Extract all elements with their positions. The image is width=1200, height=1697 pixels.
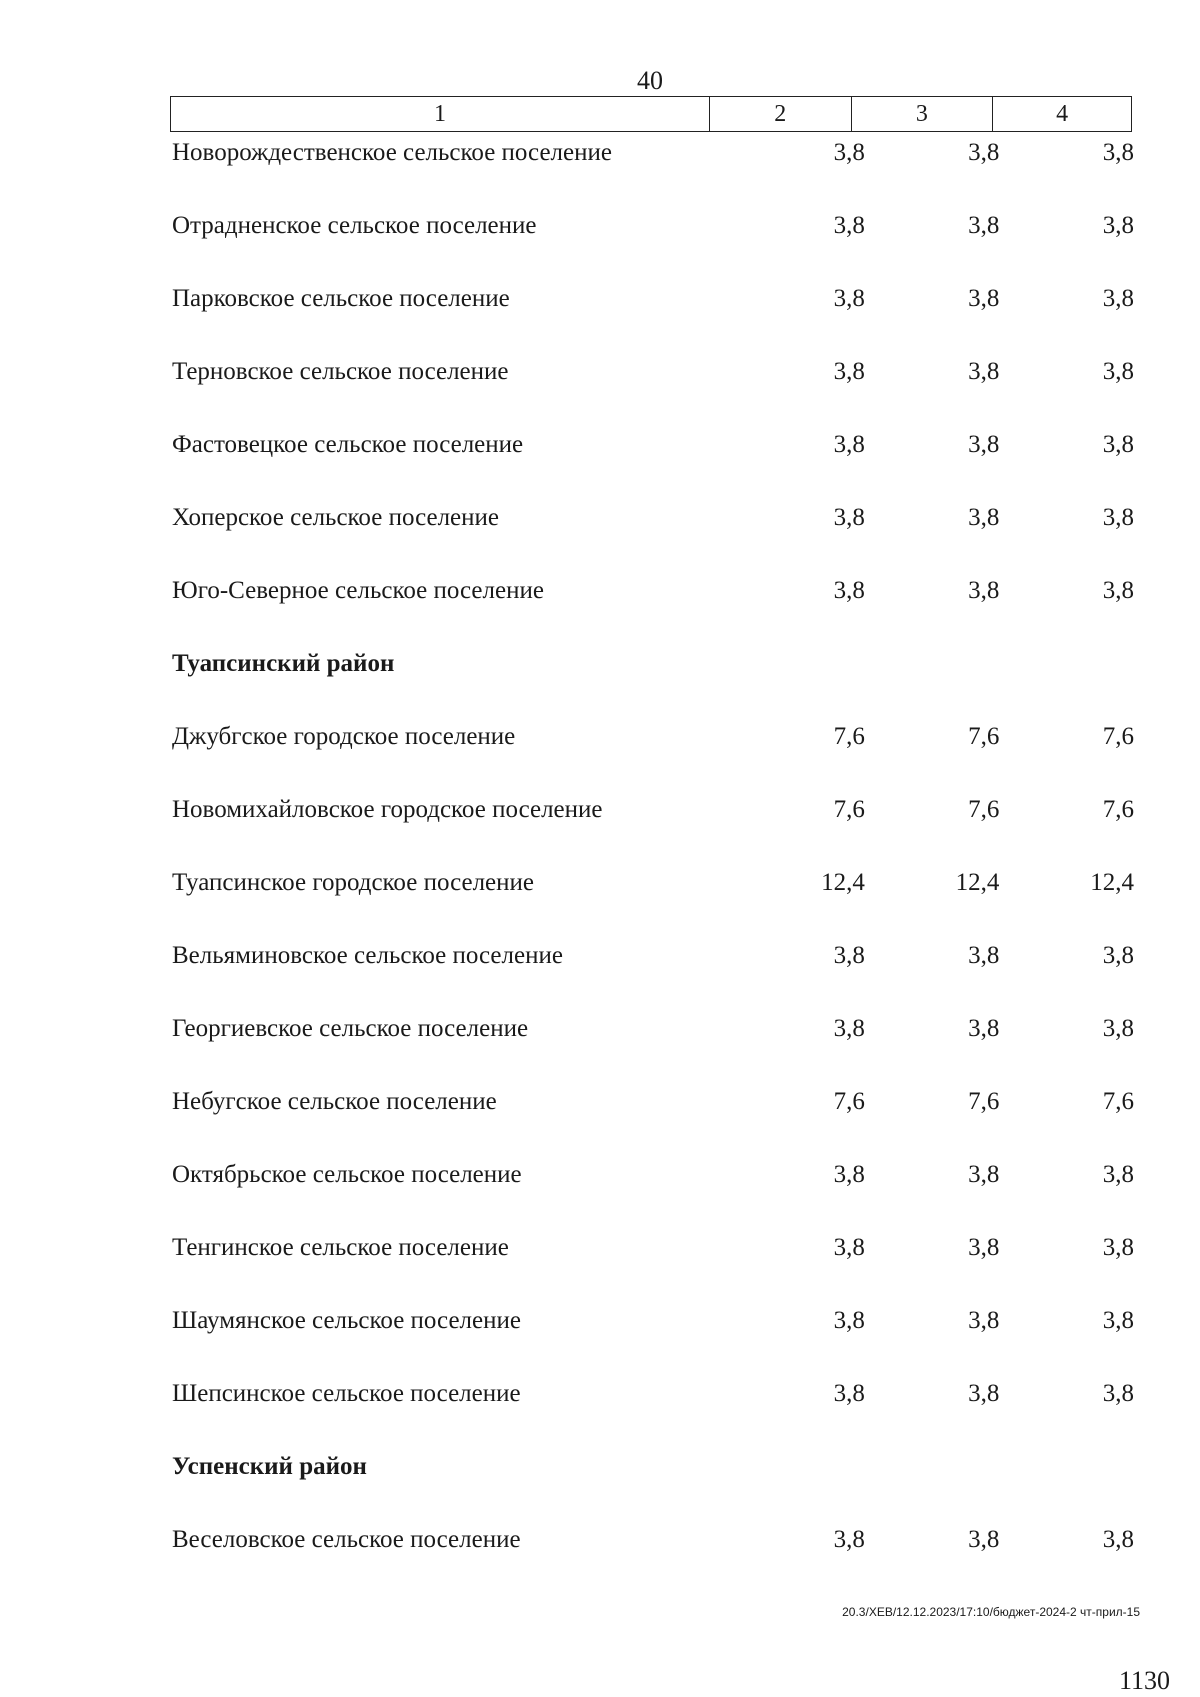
value-col-2: 3,8 [833, 577, 865, 604]
value-col-2: 3,8 [833, 1161, 865, 1188]
settlement-name: Октябрьское сельское поселение [172, 1161, 522, 1188]
table-row [172, 1377, 1134, 1450]
header-col-4: 4 [1056, 101, 1069, 127]
table-row [172, 574, 1134, 647]
value-col-4: 3,8 [1102, 1015, 1134, 1042]
header-col-3: 3 [852, 97, 994, 131]
value-col-2: 12,4 [821, 869, 865, 896]
value-col-2: 3,8 [833, 431, 865, 458]
district-heading: Успенский район [172, 1453, 367, 1480]
table-body [172, 136, 1134, 1596]
table-row [172, 136, 1134, 209]
settlement-name: Георгиевское сельское поселение [172, 1015, 529, 1042]
value-col-3: 12,4 [955, 869, 1000, 896]
value-col-3: 3,8 [968, 1307, 1000, 1334]
value-col-3: 7,6 [968, 1088, 1000, 1115]
value-col-3: 3,8 [968, 504, 1000, 531]
table-row [172, 793, 1134, 866]
table-row [172, 209, 1134, 282]
table-row [172, 1012, 1134, 1085]
value-col-3: 3,8 [968, 942, 1000, 969]
sheet-number: 1130 [1118, 1666, 1170, 1695]
settlement-name: Новорождественское сельское поселение [172, 139, 612, 166]
table-row [172, 1231, 1134, 1304]
value-col-3: 3,8 [968, 1161, 1000, 1188]
value-col-2: 7,6 [833, 796, 865, 823]
settlement-name: Туапсинское городское поселение [172, 869, 534, 896]
value-col-4: 7,6 [1102, 723, 1134, 750]
value-col-4: 12,4 [1090, 869, 1134, 896]
value-col-4: 3,8 [1102, 1234, 1134, 1261]
value-col-2: 3,8 [833, 1526, 865, 1553]
value-col-3: 3,8 [968, 1526, 1000, 1553]
value-col-4: 7,6 [1102, 796, 1134, 823]
settlement-name: Шаумянское сельское поселение [172, 1307, 521, 1334]
value-col-3: 3,8 [968, 358, 1000, 385]
value-col-3: 7,6 [968, 723, 1000, 750]
value-col-2: 3,8 [833, 1015, 865, 1042]
page-number: 40 [637, 66, 663, 95]
settlement-name: Хоперское сельское поселение [172, 504, 500, 531]
table-row [172, 1158, 1134, 1231]
table-row [172, 501, 1134, 574]
document-code: 20.3/ХЕВ/12.12.2023/17:10/бюджет-2024-2 чт-прил-15 [842, 1605, 1140, 1619]
table-header [170, 96, 1132, 132]
settlement-name: Юго-Северное сельское поселение [172, 577, 544, 604]
value-col-2: 3,8 [833, 358, 865, 385]
value-col-3: 3,8 [968, 212, 1000, 239]
value-col-3: 3,8 [968, 577, 1000, 604]
value-col-4: 3,8 [1102, 504, 1134, 531]
value-col-4: 3,8 [1102, 212, 1134, 239]
header-col-2: 2 [710, 97, 852, 131]
value-col-4: 3,8 [1102, 577, 1134, 604]
value-col-2: 3,8 [833, 212, 865, 239]
value-col-2: 3,8 [833, 504, 865, 531]
settlement-name: Веселовское сельское поселение [172, 1526, 521, 1553]
value-col-2: 3,8 [833, 139, 865, 166]
value-col-4: 3,8 [1102, 1307, 1134, 1334]
settlement-name: Небугское сельское поселение [172, 1088, 497, 1115]
value-col-3: 3,8 [968, 139, 1000, 166]
value-col-3: 3,8 [968, 285, 1000, 312]
value-col-2: 7,6 [833, 723, 865, 750]
table-row [172, 428, 1134, 501]
settlement-name: Шепсинское сельское поселение [172, 1380, 521, 1407]
value-col-4: 3,8 [1102, 358, 1134, 385]
table-row [172, 1304, 1134, 1377]
value-col-4: 3,8 [1102, 285, 1134, 312]
value-col-4: 3,8 [1102, 1380, 1134, 1407]
value-col-3: 3,8 [968, 1015, 1000, 1042]
value-col-4: 3,8 [1102, 942, 1134, 969]
table-row [172, 355, 1134, 428]
settlement-name: Вельяминовское сельское поселение [172, 942, 563, 969]
district-heading: Туапсинский район [172, 650, 395, 677]
settlement-name: Отрадненское сельское поселение [172, 212, 537, 239]
value-col-3: 3,8 [968, 1380, 1000, 1407]
table-row [172, 1523, 1134, 1596]
table-row [172, 282, 1134, 355]
settlement-name: Тенгинское сельское поселение [172, 1234, 509, 1261]
value-col-3: 3,8 [968, 1234, 1000, 1261]
settlement-name: Фастовецкое сельское поселение [172, 431, 524, 458]
settlement-name: Джубгское городское поселение [172, 723, 516, 750]
settlement-name: Терновское сельское поселение [172, 358, 509, 385]
value-col-2: 3,8 [833, 1234, 865, 1261]
table-row [172, 939, 1134, 1012]
value-col-3: 3,8 [968, 431, 1000, 458]
value-col-4: 3,8 [1102, 1526, 1134, 1553]
value-col-4: 3,8 [1102, 139, 1134, 166]
value-col-2: 3,8 [833, 285, 865, 312]
value-col-4: 3,8 [1102, 1161, 1134, 1188]
value-col-2: 3,8 [833, 1380, 865, 1407]
value-col-2: 7,6 [833, 1088, 865, 1115]
table-row [172, 720, 1134, 793]
table-row [172, 866, 1134, 939]
header-col-1: 1 [171, 97, 710, 131]
section-row [172, 1450, 1134, 1523]
value-col-2: 3,8 [833, 1307, 865, 1334]
section-row [172, 647, 1134, 720]
value-col-4: 7,6 [1102, 1088, 1134, 1115]
value-col-2: 3,8 [833, 942, 865, 969]
value-col-4: 3,8 [1102, 431, 1134, 458]
settlement-name: Новомихайловское городское поселение [172, 796, 603, 823]
table-row [172, 1085, 1134, 1158]
value-col-3: 7,6 [968, 796, 1000, 823]
settlement-name: Парковское сельское поселение [172, 285, 510, 312]
